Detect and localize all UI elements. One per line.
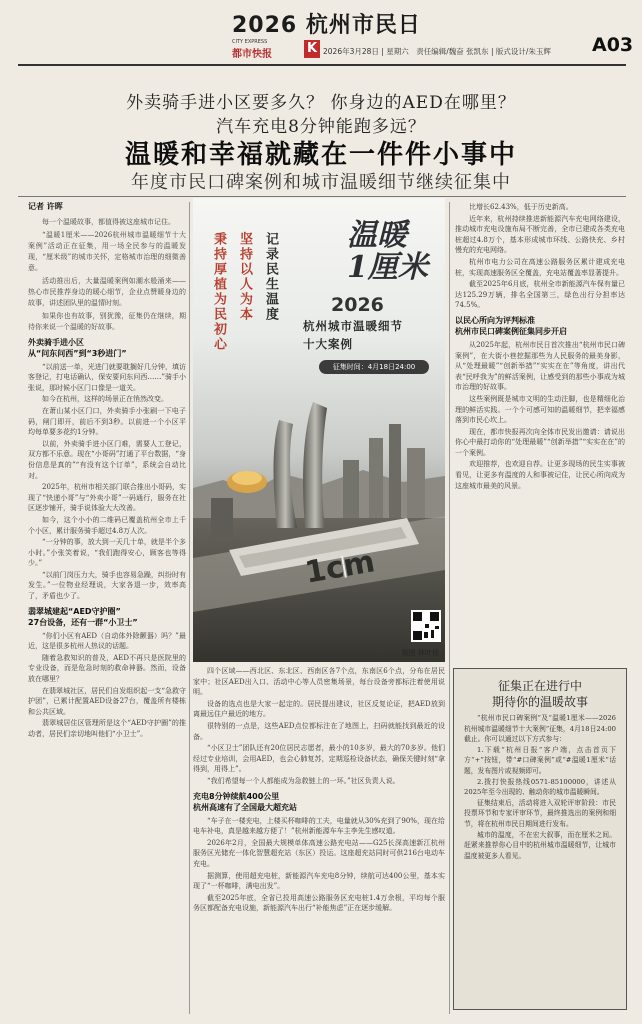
section-heading-line: 充电8分钟续航400公里 (193, 791, 280, 801)
body-paragraph: 杭州市电力公司在高速公路服务区累计建成充电桩，实现高速服务区全覆盖，充电站覆盖率显著提升。 (455, 257, 625, 277)
body-paragraph: 据测算，使用超充电桩，新能源汽车充电8分钟，续航可达400公里，基本实现了“一杯咖啡，满电出发”。 (193, 871, 445, 891)
body-paragraph: 比增长62.43%，低于历史新高。 (469, 203, 573, 211)
section-heading-aed (28, 606, 186, 628)
box-paragraph: 征集结束后，活动将进入双轮评审阶段：市民投票环节和专家评审环节，最终推选出的案例和细节，将在杭州市民日期间进行发布。 (464, 798, 616, 828)
poster-deadline-pill: 征集时间：4月18日24:00 (319, 360, 429, 374)
column-divider (449, 202, 450, 1014)
section-heading-line: 从“问东问西”到“3秒进门” (28, 348, 127, 358)
body-paragraph: “以前送一单，光进门就要耽搁好几分钟，填访客登记，打电话确认，保安要问东问西……”骑手小张说，那时候小区门口像是一道关。 (28, 362, 186, 392)
poster-year: 2026 (331, 294, 384, 316)
main-headline: 温暖和幸福就藏在一件件小事中 (124, 140, 517, 170)
poster-calligraphy-title (347, 220, 428, 284)
intro-block (28, 217, 186, 333)
box-title-line-2: 期待你的温暖故事 (491, 695, 588, 709)
body-paragraph: “小区卫士”团队还有20位居民志愿者，最小的10多岁，最大的70多岁。他们经过专业培训，会用AED，也会心肺复苏，定期巡检设备状态，确保关键时刻“拿得到，用得上”。 (193, 744, 445, 774)
section-heading-line: 杭州市民口碑案例征集同步开启 (455, 326, 567, 336)
body-paragraph: 在翡翠城社区，居民们自发组织起一支“急救守护团”，已累计配置AED设备27台，覆盖所有楼栋和公共区域。 (28, 686, 186, 716)
body-paragraph: 翡翠城居住区管理所是这个“AED守护圈”的推动者，居民们亲切地叫他们“小卫士”。 (28, 719, 186, 738)
logo-caption: CITY EXPRESS (232, 39, 268, 45)
section-heading-line: 27台设备，还有一群“小卫士” (28, 617, 138, 627)
poster-1cm-mark: 1cm (302, 544, 378, 591)
body-paragraph: 近年来，杭州持续推进新能源汽车充电网络建设，推动城市充电设施布局不断完善，全市已建成各类充电桩超过4.8万个，基本形成城市环线、公路快充、乡村慢充的充电网络。 (455, 214, 625, 255)
body-paragraph: 2026年2月，全国最大规模单体高速公路充电站——G25长深高速新江杭州服务区光储充一体化智慧超充站（东区）投运。这座超充站同时可供216台电动车充电。 (193, 838, 445, 868)
section-heading-line: 杭州高速有了全国最大超充站 (193, 802, 297, 812)
body-paragraph: “我们希望每一个人都能成为急救链上的一环。”社区负责人说。 (207, 776, 400, 785)
section-title: 2026 杭州市民日 (232, 13, 421, 38)
calligraphy-line: 1厘米 (347, 250, 428, 285)
body-paragraph: “你们小区有AED（自动体外除颤器）吗？”最近，这是很多杭州人热议的话题。 (28, 631, 186, 651)
body-paragraph: 欢迎推荐，也欢迎自荐。让更多现场的民生实事被看见，让更多有温度的人和事被记住，让民心所向成为这座城市最美的风景。 (455, 460, 625, 490)
body-paragraph: 从2025年起，杭州市民日首次推出“杭州市民口碑案例”，在大街小巷挖掘那些为人民服务的最美身影，从“处理最暖”“创新举措”“实实在在”等角度，讲出代表“民呼我为”的鲜活案例，让感受到的那些小事成为城市治理的好故事。 (455, 340, 625, 392)
section-heading-charging (193, 791, 445, 813)
intro-paragraph: “温暖1厘米——2026杭州城市温暖细节十大案例”活动正在征集，用一场全民参与的温暖发现，“厘米级”的城市关怀，定格城市治理的细微善意。 (28, 230, 186, 272)
calligraphy-line: 温暖 (347, 218, 407, 253)
body-paragraph: 在萧山某小区门口，外卖骑手小张刷一下电子码，闸门即开，前后不到3秒。以前进一个小区平均每单要多花约1分钟。 (28, 406, 186, 437)
logo-name: 都市快报 (232, 49, 272, 60)
poster-tagline-2: 坚持以人为本 (237, 232, 252, 322)
column-divider (189, 202, 190, 1014)
right-column (455, 202, 625, 662)
box-paragraph: 城市的温度，不在宏大叙事，而在厘米之间。赶紧来推荐你心目中的杭州城市温暖细节，让城市温度被更多人看见。 (464, 830, 616, 860)
page-number: A03 (592, 34, 634, 56)
body-paragraph: 2025年，杭州市相关部门联合推出小哥码，实现了“快递小哥”与“外卖小哥”一码通行，服务在社区逐步铺开，骑手说体验大大改善。 (28, 483, 186, 513)
body-paragraph: “以前门岗压力大，骑手也容易急躁，纠纷时有发生。”一位物业经理说，大家各退一步，效率高了，矛盾也少了。 (28, 570, 186, 601)
body-paragraph: 以前，外卖骑手进小区门难，需要人工登记，双方都不乐意。现在“小哥码”打通了平台数据，“身份信息是真的”“有没有这个订单”，系统会自动比对。 (28, 439, 186, 480)
body-paragraph: 截至2025年6月底，杭州全市新能源汽车保有量已达125.29万辆，排名全国第三，绿色出行分担率达74.5%。 (455, 280, 625, 310)
left-column (28, 202, 186, 1018)
poster-credit: 制图 林叶杨 (401, 649, 439, 657)
campaign-poster (193, 198, 445, 662)
box-title-line-1: 征集正在进行中 (497, 679, 582, 693)
body-paragraph: 截至2025年底，全省已投用高速公路服务区充电桩1.4万余根，平均每个服务区都配备充电设施，新能源汽车出行“补能焦虑”正在逐步缓解。 (193, 893, 445, 913)
box-paragraph: “杭州市民口碑案例”及“温暖1厘米——2026杭州城市温暖细节十大案例”征集，4月18日24:00截止。你可以通过以下方式参与： (464, 714, 616, 744)
publication-logo (232, 39, 300, 61)
section-heading-line: 翡翠城建起“AED守护圈” (28, 606, 121, 616)
center-column (193, 666, 445, 1018)
body-paragraph: 随着急救知识的普及，AED不再只是医院里的专业设备，而是危急时刻的救命神器。然而，设备放在哪里？ (28, 653, 186, 684)
section-heading-delivery (28, 337, 186, 359)
poster-campaign-line-1: 杭州城市温暖细节 (303, 319, 403, 333)
box-paragraph: 2.拨打快报热线0571-85100000，讲述从2025年至今出现的、触动你的城市温暖瞬间。 (464, 777, 616, 797)
call-for-stories-box (453, 668, 627, 1010)
body-paragraph: 如今在杭州，这样的场景正在悄然改变。 (42, 395, 168, 404)
body-paragraph: 很特别的一点是，这些AED点位都标注在了地图上，扫码就能找到最近的设备。 (193, 721, 445, 741)
box-paragraph: 1.下载“杭州日报”客户端，点击首页下方“+”按钮，带“#口碑案例”或“#温暖1厘米”话题，发布图片或视频即可。 (464, 745, 616, 775)
poster-campaign-line-2: 十大案例 (303, 337, 353, 351)
masthead (0, 0, 642, 72)
section-heading-line: 以民心所向为评判标准 (455, 315, 535, 325)
body-paragraph: 现在，都市快报再次向全体市民发出邀请：请说出你心中最打动你的“处理最暖”“创新举措”“实实在在”的一个案例。 (455, 427, 625, 457)
box-body (464, 713, 616, 861)
section-heading-reputation (455, 315, 625, 337)
headline-rule (18, 196, 626, 197)
k-badge-icon: K (304, 40, 320, 58)
poster-tagline-3: 记录民生温度 (263, 232, 278, 322)
kicker-line-2: 汽车充电8分钟能跑多远？ (216, 117, 426, 137)
body-paragraph: 设备的选点也是大家一起定的。居民提出建议，社区反复论证，把AED放到离最远住户最近的地方。 (193, 699, 445, 719)
intro-paragraph: 每一个温暖故事，都值得被这座城市记住。 (42, 217, 175, 226)
byline: 记者 许晖 (28, 202, 63, 211)
body-paragraph: 如今，这个小小的二维码已覆盖杭州全市上千个小区，累计服务骑手超过4.8万人次。 (28, 515, 186, 535)
intro-paragraph: 活动推出后，大量温暖案例如潮水般涌来——热心市民推荐身边的暖心细节，企业点赞暖身边的故事，讲述团队里的温情时刻。 (28, 276, 186, 307)
kicker-line-1: 外卖骑手进小区要多久？ 你身边的AED在哪里？ (126, 93, 516, 113)
body-paragraph: 这些案例既是城市文明的生动注脚，也是精细化治理的鲜活实践。一个个可感可知的温暖细节，把幸福感落到市民心坎上。 (455, 394, 625, 425)
subheadline: 年度市民口碑案例和城市温暖细节继续征集中 (131, 172, 511, 193)
poster-tagline-1: 秉持厚植为民初心 (211, 232, 226, 352)
body-paragraph: “一分钟的事，放大到一天几十单，就是半个多小时。”小张笑着说，“我们跑得安心，顾客也等得少。” (28, 538, 186, 568)
section-heading-line: 外卖骑手进小区 (28, 337, 84, 347)
body-paragraph: “车子在一楼充电，上楼买杯咖啡的工夫，电量就从30%充到了90%，现在给电车补电，真是越来越方便了！”杭州新能源车车主李先生感叹道。 (193, 816, 445, 836)
intro-paragraph: 如果你也有故事，别犹豫，征集仍在继续，期待你来说一个温暖的好故事。 (28, 311, 186, 331)
body-paragraph: 四个区域——西北区、东北区、西南区各7个点，东南区6个点，分布在居民家中；社区AED出入口、活动中心等人员密集场景，每台设备旁都标注着使用说明。 (193, 667, 445, 697)
issue-info: 2026年3月28日 | 星期六 责任编辑/魏奋 张凯东 | 版式设计/朱玉辉 (323, 47, 551, 56)
qr-code-icon (411, 610, 441, 642)
masthead-rule (18, 64, 626, 66)
